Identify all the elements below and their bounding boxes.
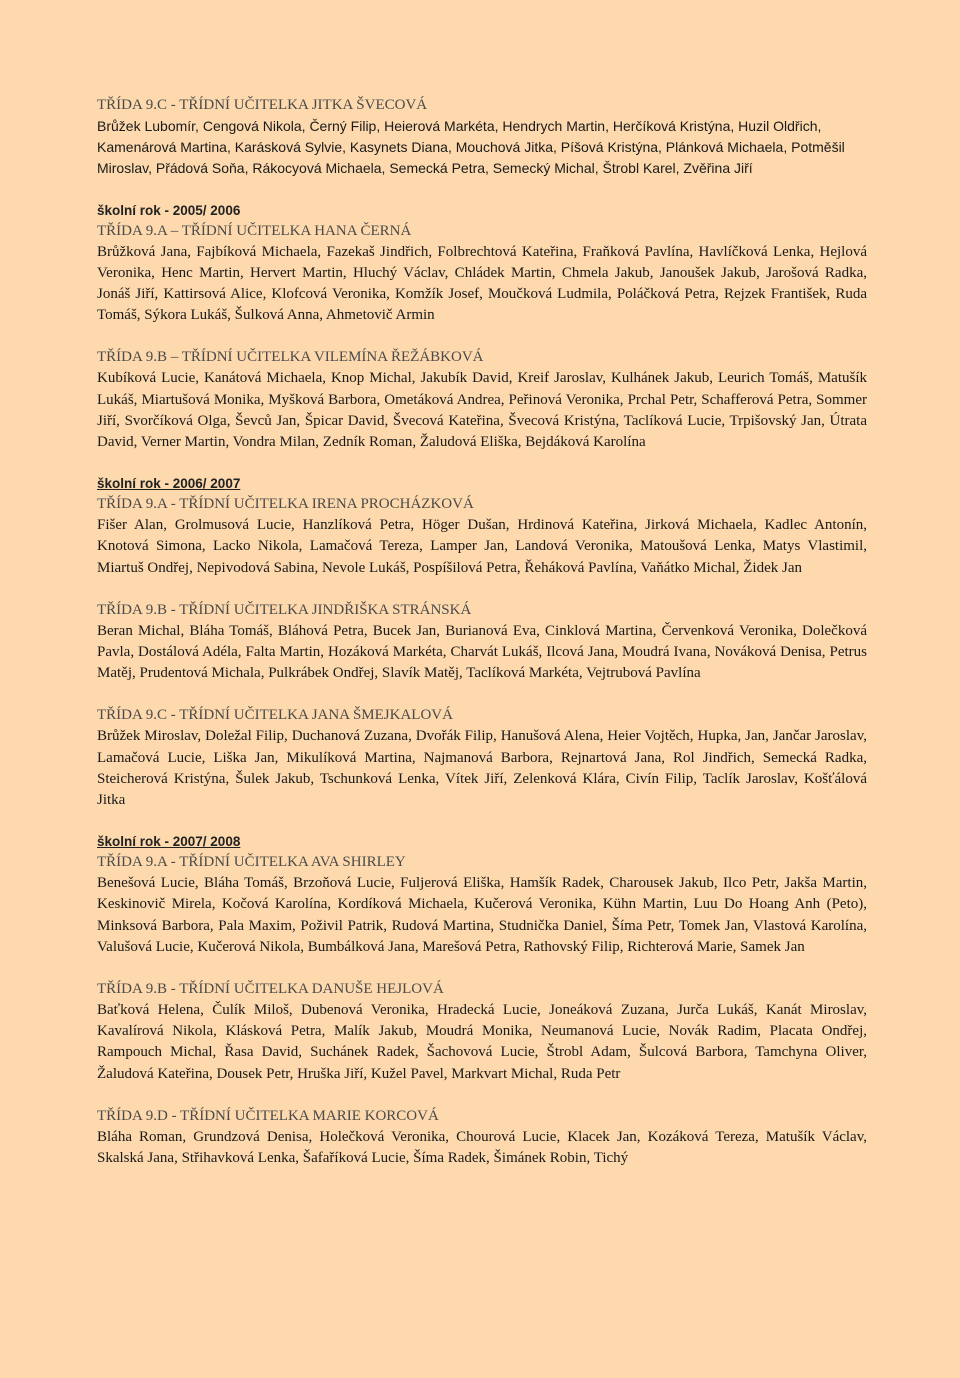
student-list: Kubíková Lucie, Kanátová Michaela, Knop Michal, Jakubík David, Kreif Jaroslav, Kulhánek Jakub, Leurich Tomáš, Matušík Lukáš, Miartušová Monika, Myšková Barbora, Ometáková Andrea, Peřinová Veronika, Prchal Petr, Schafferová Petra, Sommer Jiří, Svorčíková Olga, Ševců Jan, Špicar David, Švecová Kateřina, Švecová Kristýna, Taclíková Lucie, Trpišovský Jan, Útrata David, Verner Martin, Vondra Milan, Zedník Roman, Žaludová Eliška, Bejdáková Karolína [97, 370, 867, 451]
class-section-2007-9b [97, 979, 867, 1085]
school-year-heading: školní rok - 2005/ 2006 [97, 202, 241, 218]
class-section-2006-9c [97, 705, 867, 811]
class-section-2006-9a [97, 494, 867, 579]
class-heading: TŘÍDA 9.A – TŘÍDNÍ UČITELKA HANA ČERNÁ [97, 222, 412, 239]
class-heading: TŘÍDA 9.A - TŘÍDNÍ UČITELKA AVA SHIRLEY [97, 854, 406, 871]
student-list: Bláha Roman, Grundzová Denisa, Holečková Veronika, Chourová Lucie, Klacek Jan, Kozáková Tereza, Matušík Václav, Skalská Jana, Střihavková Lenka, Šafaříková Lucie, Šíma Radek, Šimánek Robin, Tichý [97, 1128, 867, 1167]
class-heading: TŘÍDA 9.C - TŘÍDNÍ UČITELKA JANA ŠMEJKALOVÁ [97, 707, 453, 724]
class-section-2006-9b [97, 600, 867, 685]
class-section-2007-9d [97, 1106, 867, 1169]
class-section-2005-9a [97, 221, 867, 327]
class-heading: TŘÍDA 9.B - TŘÍDNÍ UČITELKA JINDŘIŠKA STRÁNSKÁ [97, 601, 472, 618]
document-page [97, 95, 867, 1169]
class-section-2007-9a [97, 852, 867, 958]
class-section-2005-9b [97, 347, 867, 453]
school-year-heading: školní rok - 2007/ 2008 [97, 834, 241, 850]
class-heading: TŘÍDA 9.C - TŘÍDNÍ UČITELKA JITKA ŠVECOVÁ [97, 97, 428, 113]
class-heading: TŘÍDA 9.A - TŘÍDNÍ UČITELKA IRENA PROCHÁZKOVÁ [97, 496, 474, 513]
class-heading: TŘÍDA 9.B – TŘÍDNÍ UČITELKA VILEMÍNA ŘEŽÁBKOVÁ [97, 349, 484, 366]
student-list: Beran Michal, Bláha Tomáš, Bláhová Petra, Bucek Jan, Burianová Eva, Cinklová Martina, Červenková Veronika, Dolečková Pavla, Dostálová Adéla, Falta Martin, Hozáková Markéta, Charvát Lukáš, Ilcová Jana, Moudrá Ivana, Nováková Denisa, Petrus Matěj, Prudentová Michala, Pulkrábek Ondřej, Slavík Matěj, Taclíková Markéta, Vejtrubová Pavlína [97, 622, 867, 682]
school-year-heading: školní rok - 2006/ 2007 [97, 476, 241, 492]
class-heading: TŘÍDA 9.D - TŘÍDNÍ UČITELKA MARIE KORCOVÁ [97, 1107, 439, 1124]
class-section-2005-9c [97, 95, 867, 180]
student-list: Brůžková Jana, Fajbíková Michaela, Fazekaš Jindřich, Folbrechtová Kateřina, Fraňková Pavlína, Havlíčková Lenka, Hejlová Veronika, Henc Martin, Hervert Martin, Hluchý Václav, Chládek Martin, Chmela Jakub, Janoušek Jakub, Jarošová Radka, Jonáš Jiří, Kattirsová Alice, Klofcová Veronika, Komžík Josef, Moučková Ludmila, Poláčková Petra, Rejzek František, Ruda Tomáš, Sýkora Lukáš, Šulková Anna, Ahmetovič Armin [97, 243, 867, 324]
class-heading: TŘÍDA 9.B - TŘÍDNÍ UČITELKA DANUŠE HEJLOVÁ [97, 981, 444, 998]
student-list: Brůžek Lubomír, Cengová Nikola, Černý Filip, Heierová Markéta, Hendrych Martin, Herčíková Kristýna, Huzil Oldřich, Kamenárová Martina, Karásková Sylvie, Kasynets Diana, Mouchová Jitka, Píšová Kristýna, Plánková Michaela, Potměšil Miroslav, Přádová Soňa, Rákocyová Michaela, Semecká Petra, Semecký Michal, Štrobl Karel, Zvěřina Jiří [97, 118, 845, 177]
student-list: Baťková Helena, Čulík Miloš, Dubenová Veronika, Hradecká Lucie, Joneáková Zuzana, Jurča Lukáš, Kanát Miroslav, Kavalírová Nikola, Klásková Petra, Malík Jakub, Moudrá Monika, Neumanová Lucie, Novák Radim, Placata Ondřej, Rampouch Michal, Řasa David, Suchánek Radek, Šachovová Lucie, Štrobl Adam, Šulcová Barbora, Tamchyna Oliver, Žaludová Kateřina, Dousek Petr, Hruška Jiří, Kužel Pavel, Markvart Michal, Ruda Petr [97, 1002, 867, 1082]
student-list: Fišer Alan, Grolmusová Lucie, Hanzlíková Petra, Höger Dušan, Hrdinová Kateřina, Jirková Michaela, Kadlec Antonín, Knotová Simona, Lacko Nikola, Lamačová Tereza, Lamper Jan, Landová Veronika, Matoušová Lenka, Matys Vlastimil, Miartuš Ondřej, Nepivodová Sabina, Nevole Lukáš, Pospíšilová Petra, Řeháková Pavlína, Vaňátko Michal, Židek Jan [97, 517, 867, 576]
student-list: Benešová Lucie, Bláha Tomáš, Brzoňová Lucie, Fuljerová Eliška, Hamšík Radek, Charousek Jakub, Ilco Petr, Jakša Martin, Keskinovič Mirela, Kočová Karolína, Kordíková Michaela, Kučerová Veronika, Kühn Martin, Luu Do Hoang Anh (Peto), Minksová Barbora, Pala Maxim, Poživil Patrik, Rudová Martina, Studnička Daniel, Šíma Petr, Tomek Jan, Vlastová Karolína, Valušová Lucie, Kučerová Nikola, Bumbálková Jana, Marešová Petra, Rathovský Filip, Richterová Marie, Samek Jan [97, 875, 867, 955]
student-list: Brůžek Miroslav, Doležal Filip, Duchanová Zuzana, Dvořák Filip, Hanušová Alena, Heier Vojtěch, Hupka, Jan, Jančar Jaroslav, Lamačová Lucie, Liška Jan, Mikulíková Martina, Najmanová Barbora, Rejnartová Jana, Rol Jindřich, Semecká Radka, Steicherová Kristýna, Šulek Jakub, Tschunková Lenka, Vítek Jiří, Zelenková Klára, Civín Filip, Taclík Jaroslav, Košťálová Jitka [97, 728, 867, 809]
